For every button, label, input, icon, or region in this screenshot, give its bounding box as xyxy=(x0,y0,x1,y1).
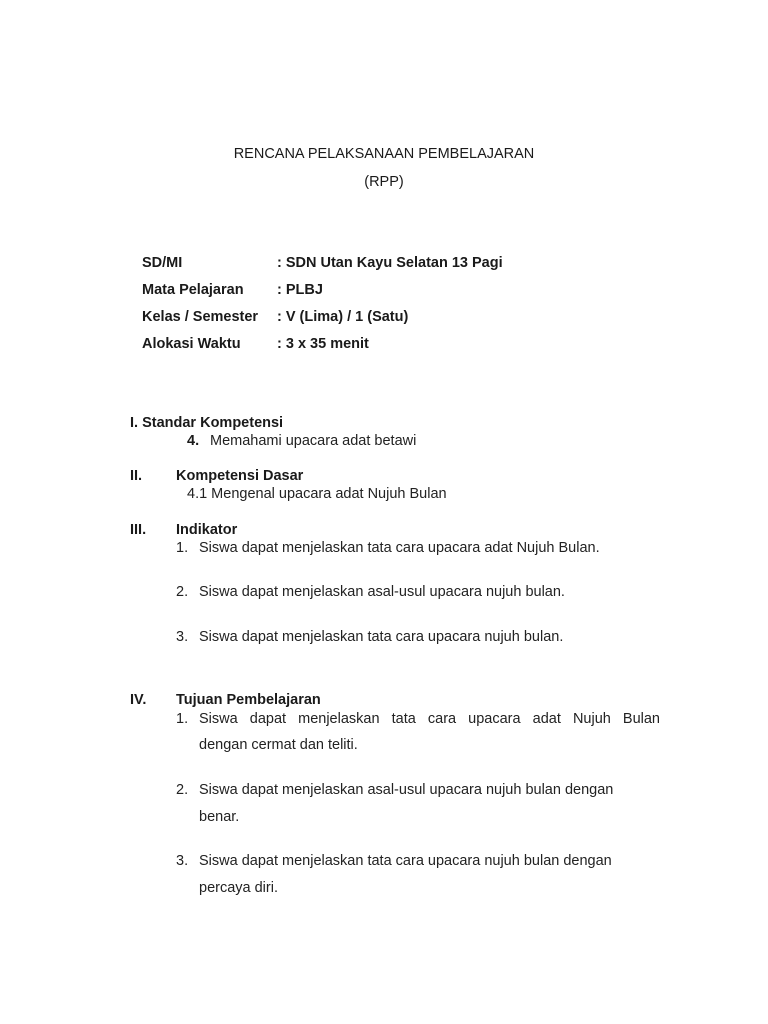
document-title: RENCANA PELAKSANAAN PEMBELAJARAN xyxy=(233,146,535,162)
identity-value-class: : V (Lima) / 1 (Satu) xyxy=(277,309,409,325)
indicator-2-number: 2. xyxy=(176,584,189,600)
indicator-3-text: Siswa dapat menjelaskan tata cara upacara nujuh bulan. xyxy=(199,629,564,645)
section-2-numeral: II. xyxy=(130,468,143,484)
objective-3-line2: percaya diri. xyxy=(199,880,278,896)
section-3-numeral: III. xyxy=(130,522,147,538)
identity-label-subject: Mata Pelajaran xyxy=(142,282,244,298)
identity-value-time: : 3 x 35 menit xyxy=(277,336,369,352)
identity-value-school: : SDN Utan Kayu Selatan 13 Pagi xyxy=(277,255,503,271)
identity-label-class: Kelas / Semester xyxy=(142,309,259,325)
indicator-2-text: Siswa dapat menjelaskan asal-usul upacara nujuh bulan. xyxy=(199,584,565,600)
section-2-heading: Kompetensi Dasar xyxy=(176,468,304,484)
indicator-3-number: 3. xyxy=(176,629,189,645)
section-1-heading: I. Standar Kompetensi xyxy=(130,415,284,431)
objective-3-number: 3. xyxy=(176,853,189,869)
section-4-heading: Tujuan Pembelajaran xyxy=(176,692,321,708)
identity-label-time: Alokasi Waktu xyxy=(142,336,241,352)
section-4-numeral: IV. xyxy=(130,692,147,708)
objective-2-line1: Siswa dapat menjelaskan asal-usul upacara nujuh bulan dengan xyxy=(199,782,614,798)
indicator-1-number: 1. xyxy=(176,540,189,556)
document-subtitle: (RPP) xyxy=(364,174,404,190)
indicator-1-text: Siswa dapat menjelaskan tata cara upacara adat Nujuh Bulan. xyxy=(199,540,600,556)
objective-2-line2: benar. xyxy=(199,809,240,825)
objective-1-line1: Siswa dapat menjelaskan tata cara upacara adat Nujuh Bulan xyxy=(199,711,660,727)
identity-label-school: SD/MI xyxy=(142,255,183,271)
section-3-heading: Indikator xyxy=(176,522,238,538)
section-2-item: 4.1 Mengenal upacara adat Nujuh Bulan xyxy=(187,486,447,502)
identity-value-subject: : PLBJ xyxy=(277,282,323,298)
objective-1-number: 1. xyxy=(176,711,189,727)
section-1-item-number: 4. xyxy=(187,433,200,449)
objective-1-line2: dengan cermat dan teliti. xyxy=(199,737,358,753)
objective-3-line1: Siswa dapat menjelaskan tata cara upacara nujuh bulan dengan xyxy=(199,853,612,869)
objective-2-number: 2. xyxy=(176,782,189,798)
section-1-item-text: Memahami upacara adat betawi xyxy=(210,433,417,449)
